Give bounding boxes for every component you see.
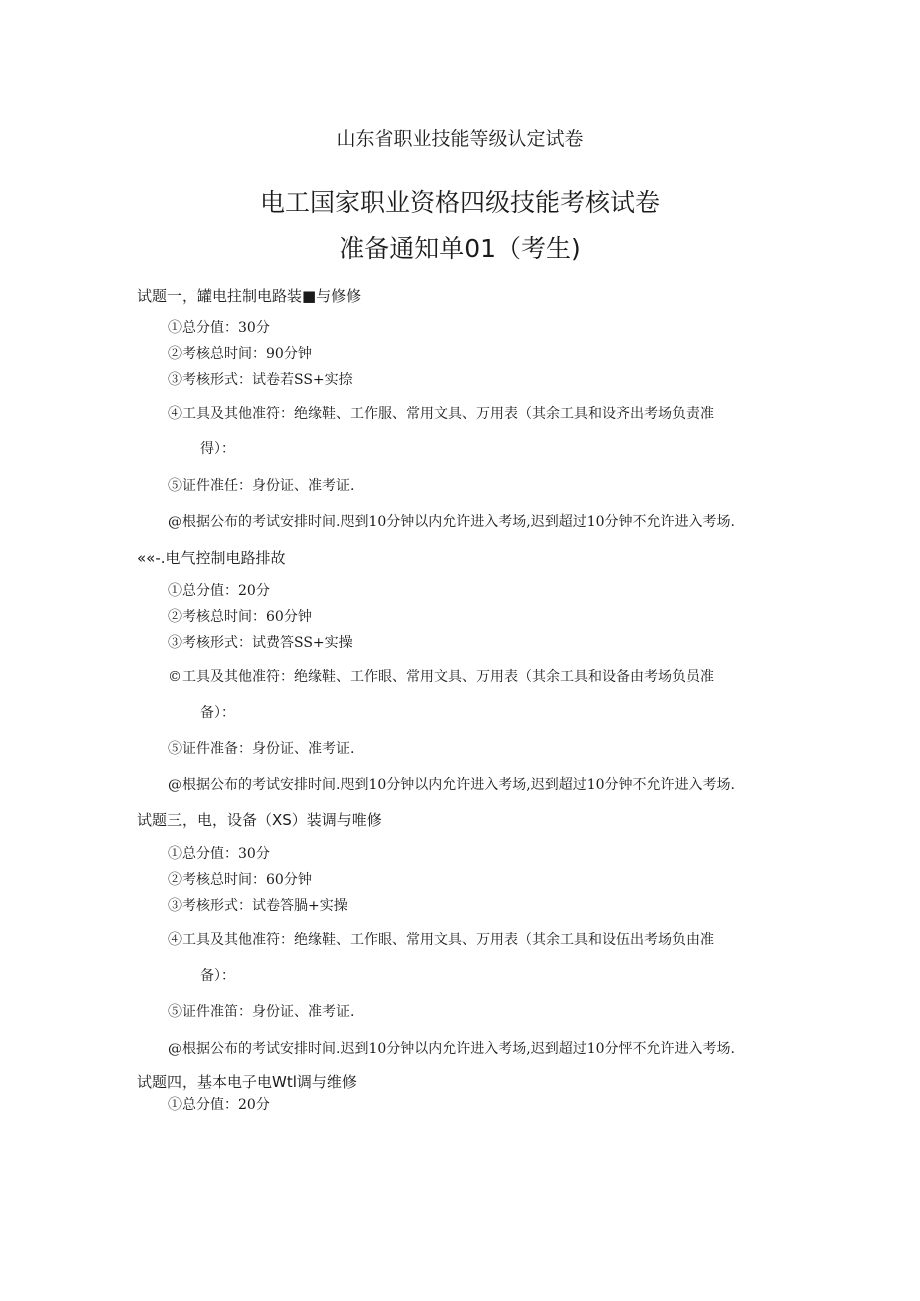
section-2-item-format: ③考核形式：试费答SS+实操: [168, 635, 353, 651]
section-4-heading: 试题四，基本电子电Wtl调与维修: [137, 1073, 357, 1091]
section-3-heading: 试题三，电，设备（XS）装调与唯修: [137, 811, 382, 829]
section-3-item-total-time: ②考核总时间：60分钟: [168, 872, 312, 888]
org-title: 山东省职业技能等级认定试卷: [336, 128, 584, 150]
section-3-item-arrival-rule: @根据公布的考试安排时间.迟到10分钟以内允许进入考场,迟到超过10分怦不允许进入考场.: [168, 1041, 735, 1057]
section-2-item-arrival-rule: @根据公布的考试安排时间.咫到10分钟以内允许进入考场,迟到超过10分钟不允许进入考场.: [168, 777, 735, 793]
section-3-item-id-docs: ⑤证件准笛：身份证、准考证.: [168, 1004, 355, 1020]
section-1-item-format: ③考核形式：试卷若SS+实捺: [168, 372, 353, 388]
section-3-item-tools-cont: 备）：: [200, 968, 235, 984]
section-3-item-tools: ④工具及其他准符：绝缘鞋、工作眼、常用文具、万用表（其余工具和设伍出考场负由准: [168, 932, 714, 948]
section-2-item-id-docs: ⑤证件准备：身份证、准考证.: [168, 741, 355, 757]
section-3-item-total-score: ①总分值：30分: [168, 846, 270, 862]
section-1-item-total-time: ②考核总时间：90分钟: [168, 346, 312, 362]
section-1-item-tools-cont: 得）：: [200, 441, 235, 457]
section-2-item-total-score: ①总分值：20分: [168, 583, 270, 599]
section-1-item-total-score: ①总分值：30分: [168, 320, 270, 336]
section-2-item-total-time: ②考核总时间：60分钟: [168, 609, 312, 625]
section-1-item-id-docs: ⑤证件准任：身份证、准考证.: [168, 478, 355, 494]
section-2-heading: ««-.电气控制电路排故: [137, 549, 286, 567]
section-3-item-format: ③考核形式：试卷答腡+实操: [168, 898, 348, 914]
section-1-item-tools: ④工具及其他准符：绝缘鞋、工作服、常用文具、万用表（其余工具和设齐出考场负责准: [168, 406, 714, 422]
section-4-item-total-score: ①总分值：20分: [168, 1097, 270, 1113]
exam-title: 电工国家职业资格四级技能考核试卷: [259, 188, 660, 217]
notice-title: 准备通知单01（考生): [339, 234, 581, 263]
section-2-item-tools: ©工具及其他准符：绝缘鞋、工作眼、常用文具、万用表（其余工具和设备由考场负员准: [168, 669, 714, 685]
section-2-item-tools-cont: 备）：: [200, 705, 235, 721]
section-1-heading: 试题一，罐电拄制电路装■与修修: [137, 287, 362, 305]
section-1-item-arrival-rule: @根据公布的考试安排时间.咫到10分钟以内允许进入考场,迟到超过10分钟不允许进入考场.: [168, 514, 735, 530]
